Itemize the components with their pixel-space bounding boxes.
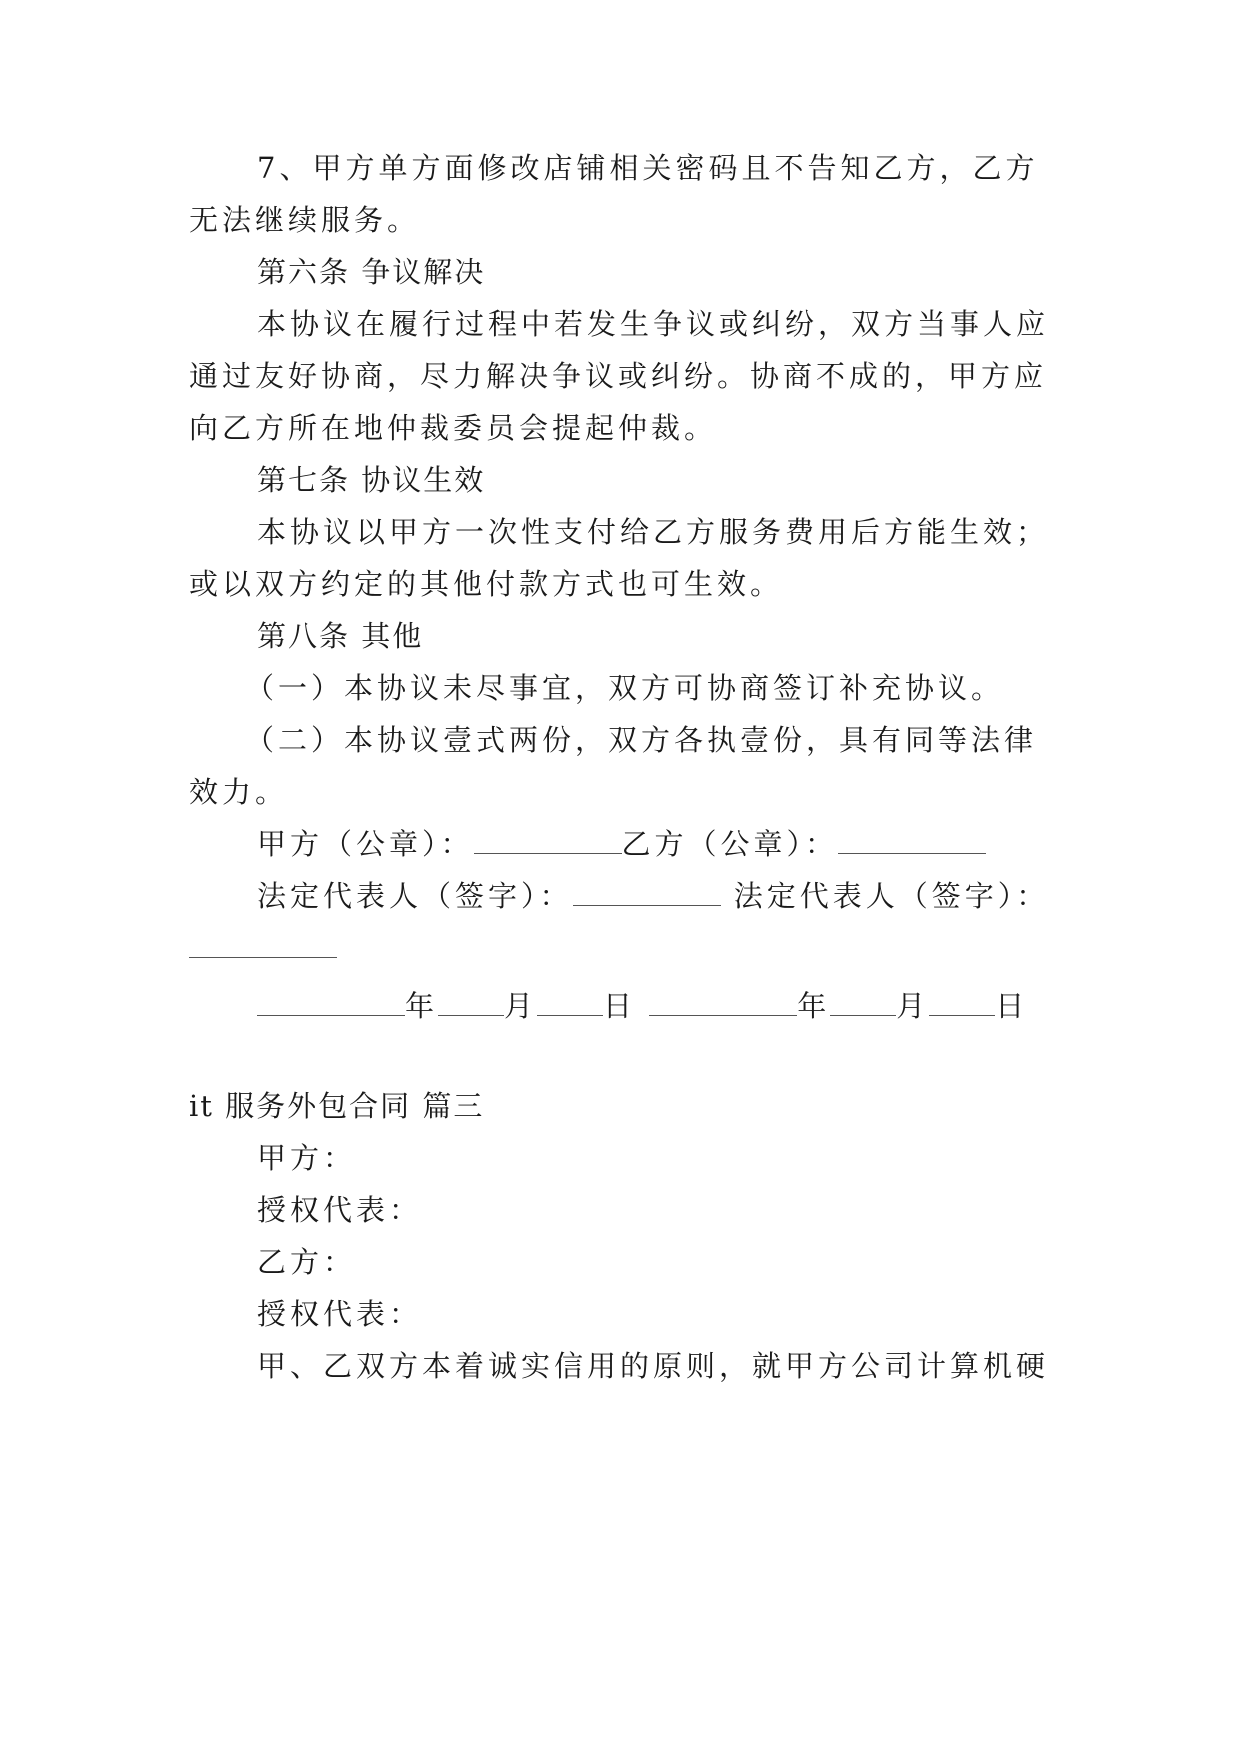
article-7-title: 第七条 协议生效 xyxy=(257,463,486,497)
article-6-line-1: 本协议在履行过程中若发生争议或纠纷，双方当事人应 xyxy=(257,307,1050,341)
article-8-item-1: （一）本协议未尽事宜，双方可协商签订补充协议。 xyxy=(245,671,1005,705)
date-a-year-blank xyxy=(257,989,405,1016)
article-8-item-2-line-2: 效力。 xyxy=(189,775,289,809)
date-b-day: 日 xyxy=(995,989,1029,1023)
party-a-seal-label: 甲方（公章）： xyxy=(257,827,474,861)
date-a-day-blank xyxy=(537,989,603,1016)
paragraph-7-line-2: 无法继续服务。 xyxy=(189,203,421,237)
date-a-day: 日 xyxy=(603,989,637,1023)
article-7-line-1: 本协议以甲方一次性支付给乙方服务费用后方能生效； xyxy=(257,515,1050,549)
date-b-year-blank xyxy=(649,989,797,1016)
date-b-day-blank xyxy=(929,989,995,1016)
seal-line xyxy=(257,826,986,862)
date-b-month-blank xyxy=(830,989,896,1016)
article-7-line-2: 或以双方约定的其他付款方式也可生效。 xyxy=(189,567,784,601)
article-8-item-2-line-1: （二）本协议壹式两份，双方各执壹份，具有同等法律 xyxy=(245,723,1038,757)
section-three-party-a: 甲方： xyxy=(257,1141,357,1175)
section-three-rep-a: 授权代表： xyxy=(257,1193,423,1227)
section-three-rep-b: 授权代表： xyxy=(257,1297,423,1331)
article-8-title: 第八条 其他 xyxy=(257,619,424,653)
legal-rep-a-label: 法定代表人（签字）： xyxy=(257,879,573,913)
article-6-title: 第六条 争议解决 xyxy=(257,255,486,289)
section-three-party-b: 乙方： xyxy=(257,1245,357,1279)
article-6-line-3: 向乙方所在地仲裁委员会提起仲裁。 xyxy=(189,411,718,445)
party-a-seal-blank xyxy=(474,827,622,854)
article-6-line-2: 通过友好协商，尽力解决争议或纠纷。协商不成的，甲方应 xyxy=(189,359,1048,393)
legal-rep-b-blank xyxy=(189,931,337,958)
date-a-year: 年 xyxy=(405,989,439,1023)
date-a-month: 月 xyxy=(504,989,538,1023)
paragraph-7-line-1: 7、甲方单方面修改店铺相关密码且不告知乙方，乙方 xyxy=(257,151,1039,185)
legal-rep-a-blank xyxy=(573,879,721,906)
section-three-intro-line-1: 甲、乙双方本着诚实信用的原则，就甲方公司计算机硬 xyxy=(257,1349,1050,1383)
date-line xyxy=(257,988,1028,1024)
legal-rep-line xyxy=(257,878,1049,914)
section-three-title: it 服务外包合同 篇三 xyxy=(189,1089,485,1123)
party-b-seal-blank xyxy=(838,827,986,854)
date-b-year: 年 xyxy=(797,989,831,1023)
date-a-month-blank xyxy=(438,989,504,1016)
legal-rep-b-label: 法定代表人（签字）： xyxy=(733,879,1050,913)
party-b-seal-label: 乙方（公章）： xyxy=(621,827,839,861)
date-b-month: 月 xyxy=(896,989,930,1023)
legal-rep-b-line xyxy=(189,930,337,966)
